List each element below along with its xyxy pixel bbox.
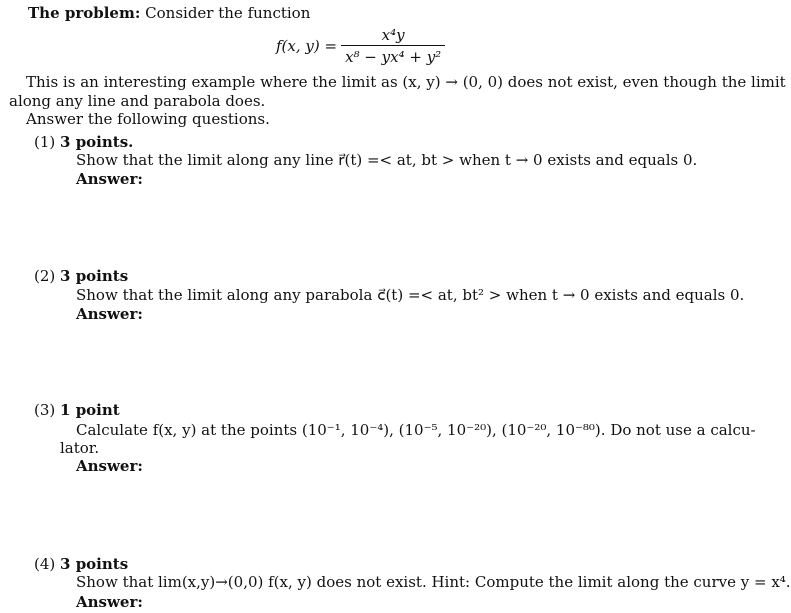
problem-label: The problem:: [28, 4, 141, 22]
question-4-number: (4): [34, 555, 56, 573]
function-definition: [276, 26, 445, 66]
function-fraction: [341, 26, 445, 66]
question-1-text: Show that the limit along any line r⃗(t) =< at, bt > when t → 0 exists and equals 0.: [76, 151, 698, 169]
question-2-number: (2): [34, 267, 56, 285]
question-1-number: (1): [34, 133, 56, 151]
question-2-text: Show that the limit along any parabola c⃗(t) =< at, bt² > when t → 0 exists and equals 0.: [76, 286, 745, 304]
question-2-heading: [34, 267, 128, 285]
question-4-points: 3 points: [60, 555, 129, 573]
question-3-number: (3): [34, 401, 56, 419]
question-3-answer-label: Answer:: [76, 457, 143, 475]
question-1-answer-label: Answer:: [76, 170, 143, 188]
question-3-points: 1 point: [60, 401, 120, 419]
question-3-text: Calculate f(x, y) at the points (10⁻¹, 10⁻⁴), (10⁻⁵, 10⁻²⁰), (10⁻²⁰, 10⁻⁸⁰). Do not use a calcu-: [76, 421, 756, 439]
intro-line-2: along any line and parabola does.: [9, 92, 266, 110]
question-3-text-cont: lator.: [60, 439, 100, 457]
question-2-points: 3 points: [60, 267, 129, 285]
question-4-heading: [34, 555, 128, 573]
function-lhs: f(x, y) =: [276, 37, 338, 55]
question-4-answer-label: Answer:: [76, 593, 143, 611]
intro-line-1: This is an interesting example where the limit as (x, y) → (0, 0) does not exist, even though the limit: [26, 73, 786, 91]
question-1-heading: [34, 133, 133, 151]
problem-intro-text: Consider the function: [145, 4, 311, 22]
question-3-heading: [34, 401, 120, 419]
question-4-text: Show that lim(x,y)→(0,0) f(x, y) does not exist. Hint: Compute the limit along the curve y = x⁴.: [76, 573, 791, 591]
problem-header: [28, 4, 310, 22]
intro-line-3: Answer the following questions.: [26, 110, 270, 128]
question-2-answer-label: Answer:: [76, 305, 143, 323]
function-numerator: x⁴y: [381, 26, 405, 44]
question-1-points: 3 points.: [60, 133, 134, 151]
function-denominator: x⁸ − yx⁴ + y²: [341, 45, 445, 66]
